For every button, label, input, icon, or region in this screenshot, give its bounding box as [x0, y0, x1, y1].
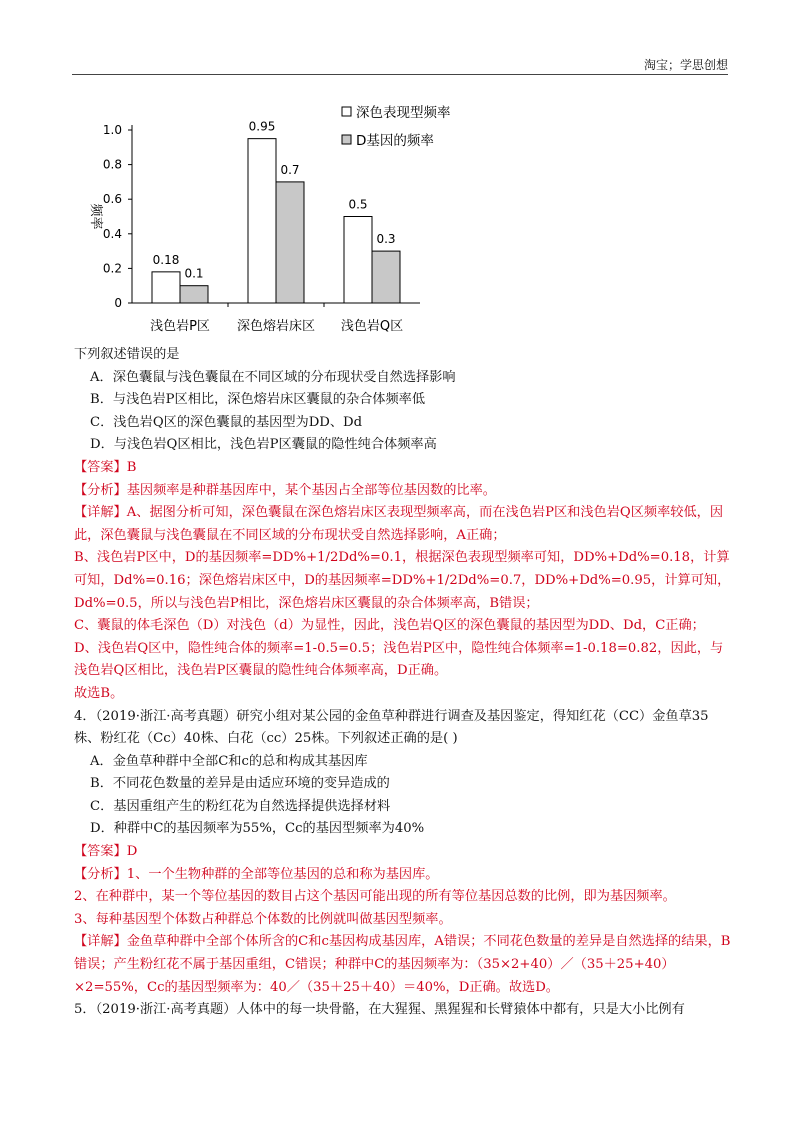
- q3-option-d: D．与浅色岩Q区相比，浅色岩P区囊鼠的隐性纯合体频率高: [90, 437, 437, 453]
- q3-option-a: A．深色囊鼠与浅色囊鼠在不同区域的分布现状受自然选择影响: [90, 369, 456, 385]
- q4-analysis-3: 3、每种基因型个体数占种群总个体数的比例就叫做基因型频率。: [74, 911, 452, 927]
- q3-option-c: C．浅色岩Q区的深色囊鼠的基因型为DD、Dd: [90, 414, 363, 430]
- q3-option-b: B．与浅色岩P区相比，深色熔岩床区囊鼠的杂合体频率低: [90, 392, 426, 408]
- q3-conclusion: 故选B。: [74, 685, 124, 701]
- q4-option-a: A．金鱼草种群中全部C和c的总和构成其基因库: [90, 753, 368, 769]
- q4-answer: 【答案】D: [74, 844, 138, 860]
- y-axis-label: 频率: [88, 203, 103, 230]
- y-tick-label: 1.0: [102, 123, 122, 137]
- data-label: 0.1: [184, 266, 204, 281]
- bar-phenotype-0: [152, 272, 180, 303]
- q4-stem: 4．（2019·浙江·高考真题）研究小组对某公园的金鱼草种群进行调查及基因鉴定，得知红花（CC）金鱼草35株、粉红花（Cc）40株、白花（cc）25株。下列叙述正确的是( ): [74, 708, 709, 747]
- q3-detail-d: D、浅色岩Q区中，隐性纯合体的频率=1-0.5=0.5；浅色岩P区中，隐性纯合体频率=1-0.18=0.82，因此，与浅色岩Q区相比，浅色岩P区囊鼠的隐性纯合体频率高，D正确。: [74, 640, 724, 679]
- bar-phenotype-1: [248, 139, 276, 303]
- q4-detail: 【详解】金鱼草种群中全部个体所含的C和c基因构成基因库，A错误；不同花色数量的差异是自然选择的结果，B错误；产生粉红花不属于基因重组，C错误；种群中C的基因频率为：（35×2+40）／（35＋25+40）×2=55%，Cc的基因型频率为：40／（35＋25＋40）＝40%，D正确。故选D。: [74, 934, 731, 995]
- y-tick-label: 0.6: [102, 192, 122, 207]
- x-tick-label: 浅色岩Q区: [340, 319, 404, 334]
- bar-phenotype-2: [344, 217, 372, 304]
- q4-analysis-2: 2、在种群中，某一个等位基因的数目占这个基因可能出现的所有等位基因总数的比例，即为基因频率。: [74, 889, 676, 905]
- data-label: 0.3: [376, 232, 396, 247]
- q3-detail-a: 【详解】A、据图分析可知，深色囊鼠在深色熔岩床区表现型频率高，而在浅色岩P区和浅色岩Q区频率较低，因此，深色囊鼠与浅色囊鼠在不同区域的分布现状受自然选择影响，A正确；: [74, 505, 724, 543]
- q3-detail-c: C、囊鼠的体毛深色（D）对浅色（d）为显性，因此，浅色岩Q区的深色囊鼠的基因型为DD、Dd，C正确；: [74, 618, 705, 634]
- data-label: 0.18: [152, 252, 180, 267]
- legend-swatch-1: [342, 135, 351, 144]
- q5-stem: 5．（2019·浙江·高考真题）人体中的每一块骨骼，在大猩猩、黑猩猩和长臂猿体中都有，只是大小比例有: [74, 1002, 685, 1018]
- q4-analysis-1: 【分析】1、一个生物种群的全部等位基因的总和称为基因库。: [74, 866, 439, 882]
- y-tick-label: 0: [114, 296, 122, 310]
- data-label: 0.7: [280, 162, 300, 177]
- legend-label-1: D基因的频率: [356, 133, 434, 149]
- data-label: 0.95: [248, 119, 276, 134]
- q4-option-b: B．不同花色数量的差异是由适应环境的变异造成的: [90, 776, 390, 792]
- q3-answer: 【答案】B: [74, 459, 137, 475]
- bar-gene-1: [276, 182, 304, 303]
- bar-chart: [80, 95, 500, 345]
- x-tick-label: 浅色岩P区: [150, 319, 210, 334]
- y-tick-label: 0.8: [102, 157, 122, 172]
- question-content: [74, 344, 734, 1022]
- legend-swatch-0: [342, 107, 351, 116]
- x-tick-label: 深色熔岩床区: [236, 319, 316, 334]
- q3-stem: 下列叙述错误的是: [74, 347, 180, 362]
- header-text: 淘宝；学思创想: [643, 58, 728, 72]
- bar-gene-0: [180, 286, 208, 303]
- legend-label-0: 深色表现型频率: [356, 105, 451, 121]
- q3-analysis: 【分析】基因频率是种群基因库中，某个基因占全部等位基因数的比率。: [74, 482, 496, 498]
- q3-detail-b: B、浅色岩P区中，D的基因频率=DD%+1/2Dd%=0.1，根据深色表现型频率可知，DD%+Dd%=0.18，计算可知，Dd%=0.16；深色熔岩床区中，D的基因频率=DD%+1/2Dd%=0.7，DD%+Dd%=0.95，计算可知，Dd%=0.5，所以与浅色岩P相比，深色熔岩床区囊鼠的杂合体频率高，B错误；: [74, 550, 731, 611]
- q4-option-c: C．基因重组产生的粉红花为自然选择提供选择材料: [90, 798, 391, 814]
- bar-gene-2: [372, 251, 400, 303]
- q4-option-d: D．种群中C的基因频率为55%，Cc的基因型频率为40%: [90, 821, 425, 837]
- page-header: [72, 56, 728, 75]
- y-tick-label: 0.4: [102, 226, 122, 241]
- y-tick-label: 0.2: [102, 261, 122, 276]
- data-label: 0.5: [348, 197, 368, 212]
